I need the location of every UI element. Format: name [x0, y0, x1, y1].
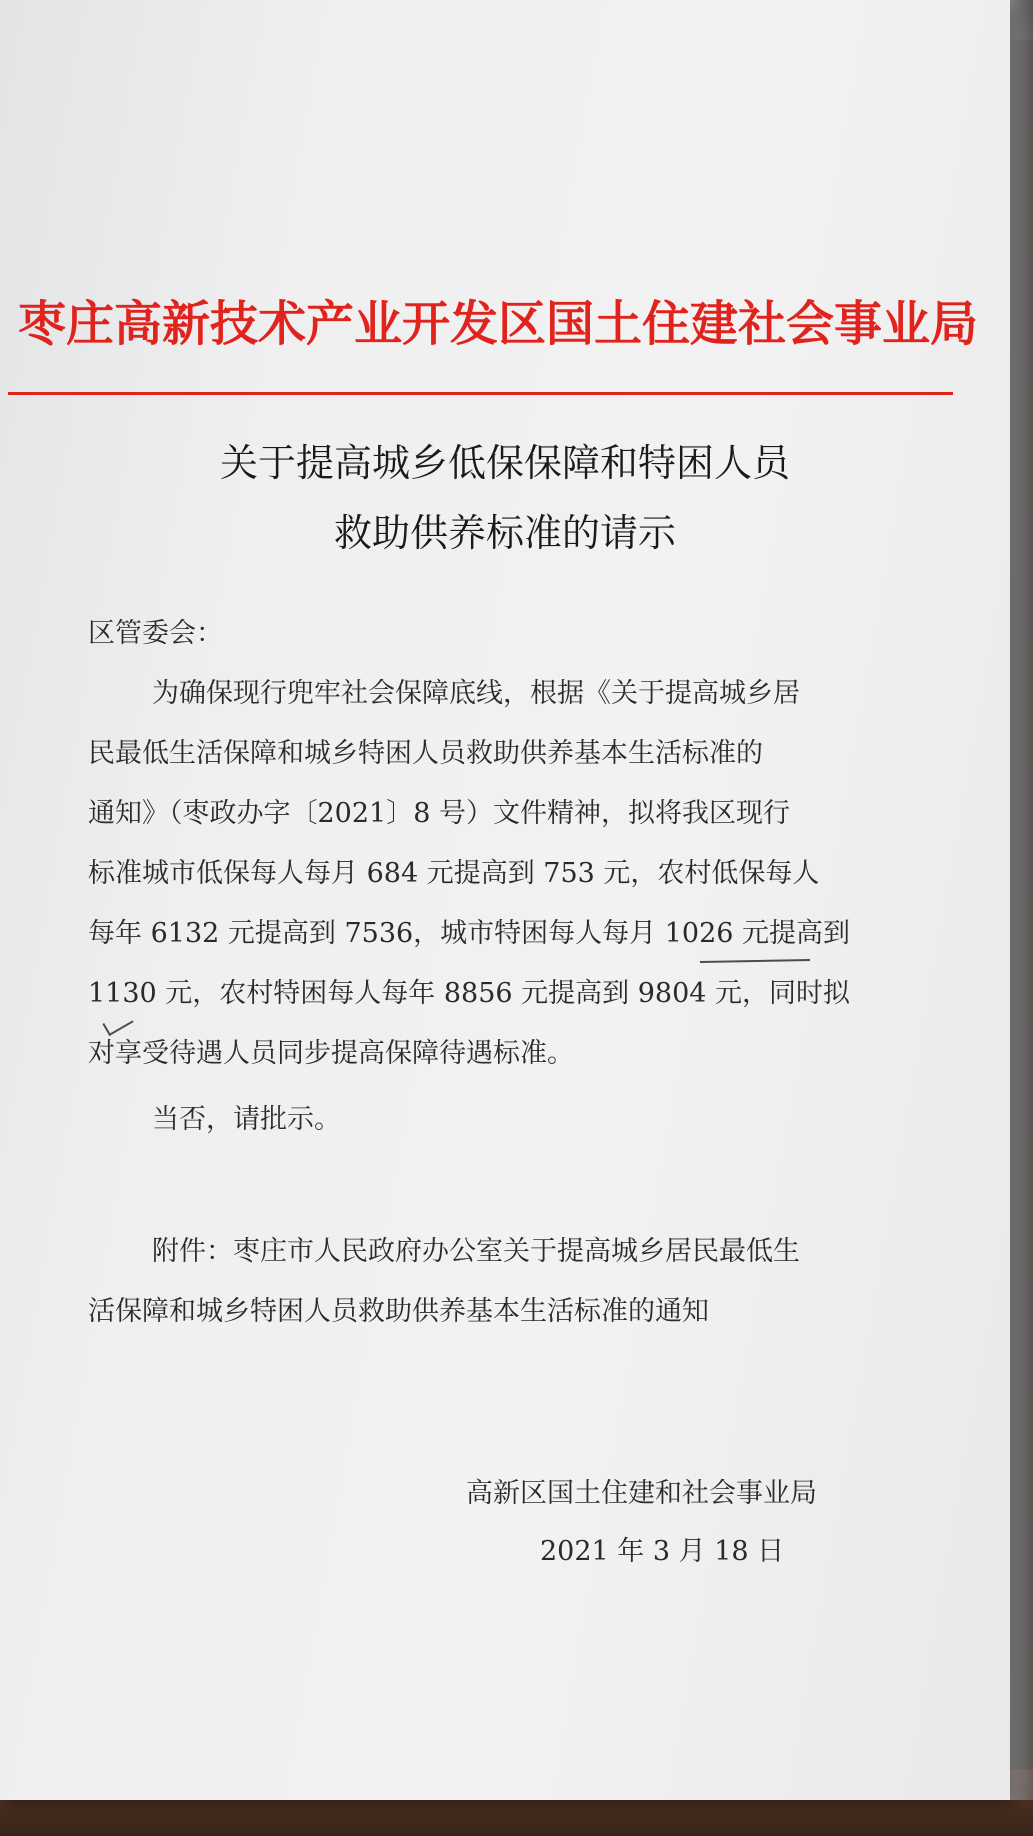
- request-line: 当否，请批示。: [152, 1104, 341, 1135]
- letterhead-issuer: 枣庄高新技术产业开发区国土住建社会事业局: [18, 296, 979, 352]
- attachment-line: 附件：枣庄市人民政府办公室关于提高城乡居民最低生: [152, 1236, 800, 1267]
- paragraph-line: 对享受待遇人员同步提高保障待遇标准。: [88, 1038, 574, 1069]
- handwritten-underline-mark: [700, 959, 810, 963]
- paragraph-line: 1130 元，农村特困每人每年 8856 元提高到 9804 元，同时拟: [88, 978, 851, 1009]
- signature-organization: 高新区国土住建和社会事业局: [466, 1478, 817, 1509]
- salutation: 区管委会：: [88, 618, 223, 649]
- signature-date: 2021 年 3 月 18 日: [540, 1536, 785, 1567]
- paragraph-line: 标准城市低保每人每月 684 元提高到 753 元，农村低保每人: [88, 858, 820, 889]
- document-title-line-2: 救助供养标准的请示: [333, 511, 676, 555]
- paragraph-line: 通知》（枣政办字〔2021〕8 号）文件精神，拟将我区现行: [88, 798, 790, 829]
- paragraph-line: 民最低生活保障和城乡特困人员救助供养基本生活标准的: [88, 738, 763, 769]
- handwritten-check-mark: [102, 1010, 133, 1036]
- paragraph-line: 每年 6132 元提高到 7536，城市特困每人每月 1026 元提高到: [88, 918, 851, 949]
- attachment-line: 活保障和城乡特困人员救助供养基本生活标准的通知: [88, 1296, 709, 1327]
- document-title-line-1: 关于提高城乡低保保障和特困人员: [219, 441, 790, 485]
- letterhead-red-rule: [8, 392, 953, 395]
- paragraph-line: 为确保现行兜牢社会保障底线，根据《关于提高城乡居: [152, 678, 800, 709]
